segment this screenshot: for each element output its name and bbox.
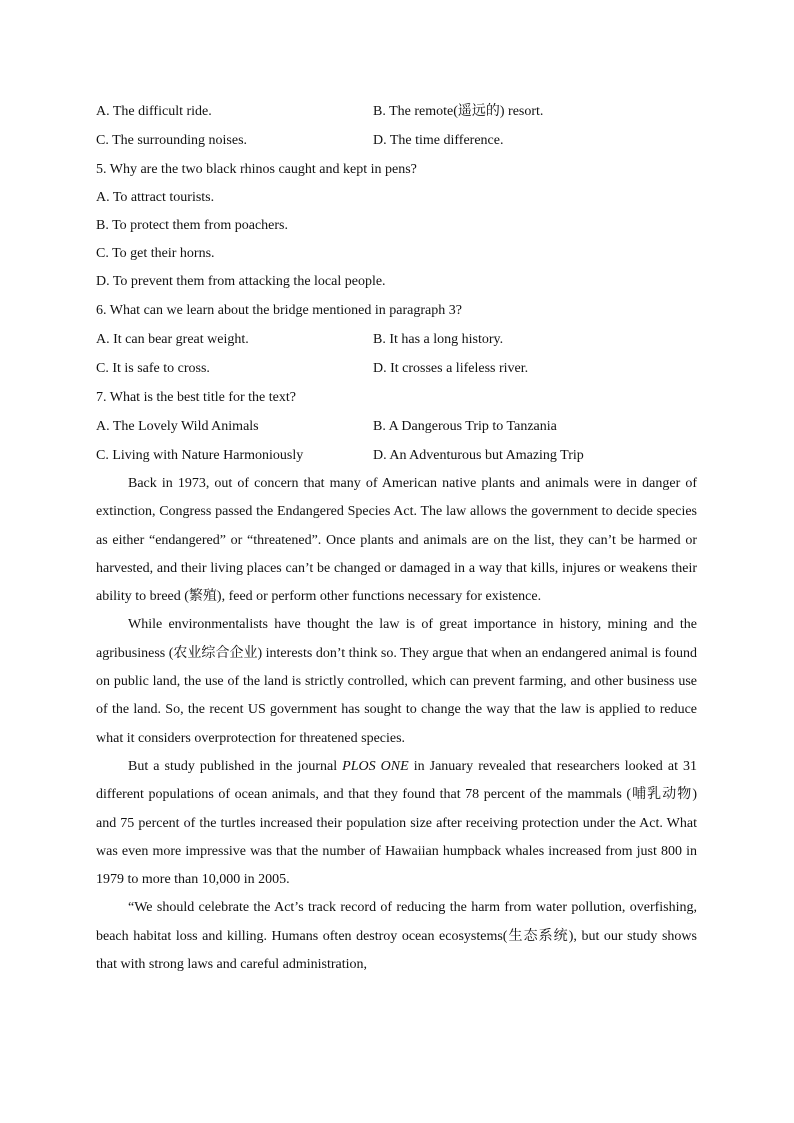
passage-paragraph-2: While environmentalists have thought the law is of great importance in history, mining and the agribusiness (农业综合企业) interests don’t think so. They argue that when an endangered animal is found on public land, the use of the land is strictly controlled, which can prevent farming, and other business use of the land. So, the recent US government has sought to change the way that the law is applied to reduce what it considers overprotection for threatened species.	[96, 617, 697, 746]
q6-options-row-1	[96, 325, 697, 354]
q4-option-a: A. The difficult ride.	[96, 104, 212, 119]
page-content	[96, 97, 697, 979]
passage-paragraph-3	[96, 753, 697, 894]
q7-option-a: A. The Lovely Wild Animals	[96, 419, 259, 434]
question-7-stem: 7. What is the best title for the text?	[96, 390, 296, 405]
q6-option-d: D. It crosses a lifeless river.	[373, 361, 529, 376]
paragraph-3-lead: But a study published in the journal	[128, 758, 343, 774]
paragraph-3-rest: in January revealed that researchers looked at 31 different populations of ocean animals, and that they found that 78 percent of the mammals (哺乳动物) and 75 percent of the turtles increased their population size after receiving protection under the Act. What was even more impressive was that the number of Hawaiian humpback whales increased from just 800 in 1979 to more than 10,000 in 2005.	[96, 758, 697, 888]
question-6-stem: 6. What can we learn about the bridge mentioned in paragraph 3?	[96, 303, 462, 318]
q7-options-row-1	[96, 412, 697, 441]
q6-option-c: C. It is safe to cross.	[96, 361, 210, 376]
q4-option-c: C. The surrounding noises.	[96, 133, 248, 148]
q4-options-row-1	[96, 97, 697, 126]
question-5-stem: 5. Why are the two black rhinos caught and kept in pens?	[96, 162, 417, 177]
q5-option-a: A. To attract tourists.	[96, 190, 215, 205]
q4-option-d: D. The time difference.	[373, 133, 504, 148]
q5-option-d: D. To prevent them from attacking the local people.	[96, 274, 386, 289]
q6-option-a: A. It can bear great weight.	[96, 332, 249, 347]
q4-options-row-2	[96, 126, 697, 155]
passage-paragraph-4: “We should celebrate the Act’s track record of reducing the harm from water pollution, overfishing, beach habitat loss and killing. Humans often destroy ocean ecosystems(生态系统), but our study shows that with strong laws and careful administration,	[96, 900, 697, 973]
q6-options-row-2	[96, 354, 697, 383]
q4-option-b: B. The remote(遥远的) resort.	[373, 104, 544, 119]
journal-name: PLOS ONE	[342, 758, 409, 774]
q7-option-b: B. A Dangerous Trip to Tanzania	[373, 419, 557, 434]
q5-option-b: B. To protect them from poachers.	[96, 218, 288, 233]
passage-paragraph-1: Back in 1973, out of concern that many of American native plants and animals were in danger of extinction, Congress passed the Endangered Species Act. The law allows the government to decide species as either “endangered” or “threatened”. Once plants and animals are on the list, they can’t be harmed or harvested, and their living places can’t be changed or damaged in a way that kills, injures or weakens their ability to breed (繁殖), feed or perform other functions necessary for existence.	[96, 476, 697, 605]
q6-option-b: B. It has a long history.	[373, 332, 504, 347]
q7-options-row-2	[96, 441, 697, 470]
q7-option-d: D. An Adventurous but Amazing Trip	[373, 448, 584, 463]
q5-option-c: C. To get their horns.	[96, 246, 215, 261]
q7-option-c: C. Living with Nature Harmoniously	[96, 448, 304, 463]
